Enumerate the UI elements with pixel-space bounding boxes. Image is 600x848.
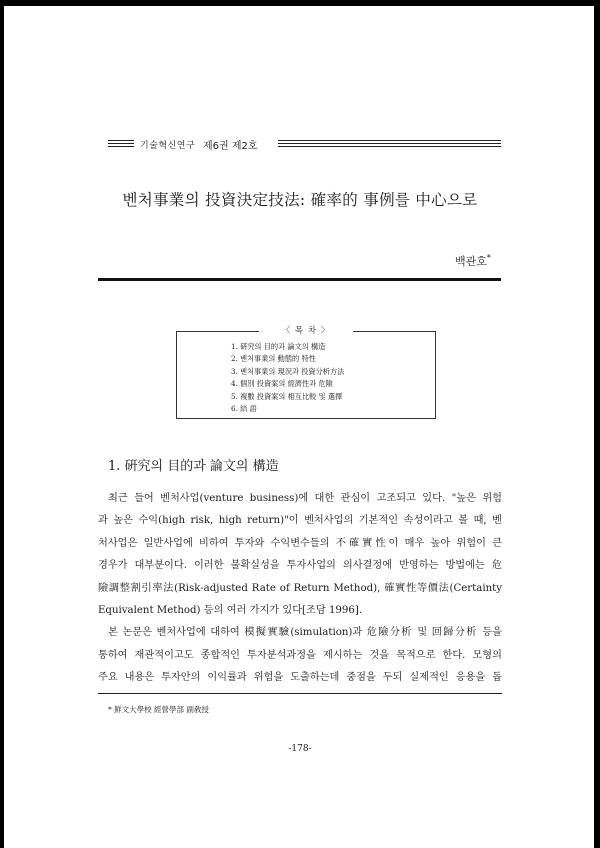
header-rule-left bbox=[108, 140, 134, 147]
toc-item: 3. 벤처事業의 現況과 投資分析方法 bbox=[231, 366, 345, 376]
body-line: 최근 들어 벤처사업(venture business)에 대한 관심이 고조되고 있다. "높은 위험 bbox=[108, 493, 502, 504]
body-line: Equivalent Method) 등의 여러 가지가 있다[조담 1996]. bbox=[98, 604, 363, 616]
toc-item: 5. 複數 投資案의 相互比較 및 選擇 bbox=[231, 391, 343, 401]
page-edge-right bbox=[594, 0, 600, 848]
journal-volume: 제6권 제2호 bbox=[203, 141, 258, 152]
toc-item: 4. 個別 投資案의 經濟性과 危險 bbox=[231, 379, 333, 389]
body-line: 본 논문은 벤처사업에 대하여 模擬實驗(simulation)과 危險分析 및 回歸分析 등을 bbox=[108, 627, 502, 639]
footnote-rule bbox=[98, 693, 502, 694]
title-rule bbox=[98, 278, 501, 281]
paper-title: 벤처事業의 投資決定技法: 確率的 事例를 中心으로 bbox=[122, 191, 478, 209]
footnote: * 鮮文大學校 經營學部 副敎授 bbox=[108, 705, 209, 714]
body-line: 경우가 대부분이다. 이러한 불확실성을 투자사업의 의사결정에 반영하는 방법에는 危 bbox=[98, 560, 502, 572]
toc-list bbox=[231, 341, 344, 415]
header-rule-right bbox=[278, 140, 501, 147]
toc-item: 1. 硏究의 目的과 論文의 構造 bbox=[231, 342, 326, 351]
body-line: 주요 내용은 투자안의 이익률과 위험을 도출하는데 중점을 두되 실제적인 응용을 돕 bbox=[98, 672, 502, 684]
body-line: 과 높은 수익(high risk, high return)"이 벤처사업의 기본적인 속성이라고 볼 때, 벤 bbox=[98, 515, 502, 527]
body-line: 처사업은 일반사업에 비하여 투자와 수익변수들의 不確實性이 매우 높아 위험이 큰 bbox=[98, 537, 502, 549]
page-number: -178- bbox=[288, 744, 312, 754]
section-heading: 1. 硏究의 目的과 論文의 構造 bbox=[108, 459, 279, 474]
table-of-contents bbox=[176, 326, 436, 419]
body-text bbox=[98, 488, 502, 690]
journal-header bbox=[108, 135, 501, 155]
body-line: 통하여 재관적이고도 종합적인 투자분석과정을 제시하는 것을 목적으로 한다. 모형의 bbox=[98, 649, 502, 661]
author bbox=[455, 253, 491, 269]
toc-heading: 〈 목 차 〉 bbox=[259, 324, 353, 336]
author-footnote-mark: * bbox=[486, 253, 491, 263]
toc-item: 2. 벤처事業의 動態的 特性 bbox=[231, 354, 316, 364]
toc-item: 6. 結 語 bbox=[231, 404, 257, 414]
author-name: 백관호 bbox=[455, 255, 487, 268]
body-line: 險調整割引率法(Risk-adjusted Rate of Return Method), 確實性等價法(Certainty bbox=[98, 582, 502, 594]
page-edge-left bbox=[0, 0, 4, 848]
journal-name: 기술혁신연구 bbox=[140, 141, 196, 151]
page-edge-top bbox=[0, 0, 600, 6]
